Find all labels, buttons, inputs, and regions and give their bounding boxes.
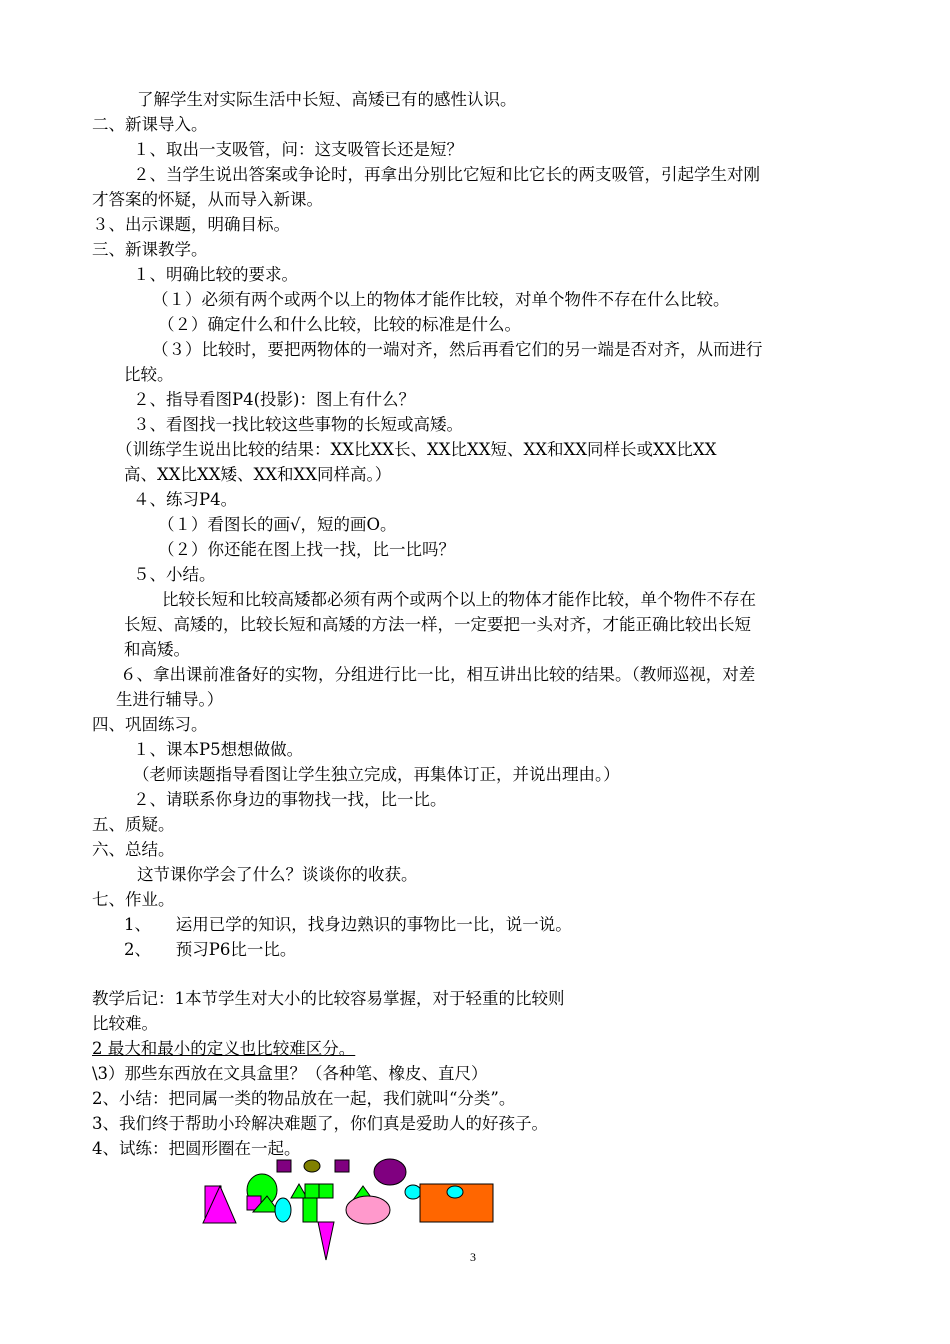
shape-cyan-oval [275,1198,291,1222]
text-line: 2、 预习P6比一比。 [124,940,297,959]
section-heading: 二、新课导入。 [92,115,208,134]
text-line: 才答案的怀疑，从而导入新课。 [92,190,323,209]
text-line: （３）比较时，要把两物体的一端对齐，然后再看它们的另一端是否对齐，从而进行 [152,340,763,359]
text-line: 比较长短和比较高矮都必须有两个或两个以上的物体才能作比较，单个物件不存在 [162,590,756,609]
section-heading: 六、总结。 [92,840,175,859]
section-heading: 四、巩固练习。 [92,715,208,734]
shape-green-square [303,1198,317,1222]
shape-cyan-circle [405,1185,421,1199]
shape-green-square [305,1184,319,1198]
text-line: 这节课你学会了什么？谈谈你的收获。 [137,865,418,884]
text-line: ３、出示课题，明确目标。 [92,215,290,234]
text-line: 1、 运用已学的知识，找身边熟识的事物比一比，说一说。 [124,915,572,934]
text-line: （训练学生说出比较的结果：XX比XX长、XX比XX短、XX和XX同样长或XX比XX [116,440,717,459]
text-line: 比较难。 [92,1014,158,1033]
text-line: １、课本P5想想做做。 [133,740,304,759]
text-line: ２、请联系你身边的事物找一找，比一比。 [133,790,447,809]
text-line: 4、试练：把圆形圈在一起。 [92,1139,301,1158]
text-line: （２）你还能在图上找一找，比一比吗？ [158,540,455,559]
text-line: 教学后记：1本节学生对大小的比较容易掌握，对于轻重的比较则 [92,989,565,1008]
shape-pink-oval [346,1196,390,1224]
section-heading: 五、质疑。 [92,815,175,834]
text-line: １、明确比较的要求。 [133,265,298,284]
shape-green-square [319,1184,333,1198]
text-line: 和高矮。 [124,640,190,659]
text-line: （２）确定什么和什么比较，比较的标准是什么。 [158,315,521,334]
text-line: １、取出一支吸管，问：这支吸管长还是短？ [133,140,463,159]
text-line: 高、XX比XX矮、XX和XX同样高。） [124,465,392,484]
shape-small-purple-square [335,1160,349,1172]
shape-magenta-inverted-triangle [318,1222,334,1260]
shape-cyan-circle [447,1186,463,1198]
text-line: 了解学生对实际生活中长短、高矮已有的感性认识。 [137,90,517,109]
text-line: ２、当学生说出答案或争论时，再拿出分别比它短和比它长的两支吸管，引起学生对刚 [133,165,760,184]
text-line: ２、指导看图P4(投影)：图上有什么？ [133,390,415,409]
section-heading: 七、作业。 [92,890,175,909]
shape-purple-circle [374,1159,406,1185]
shapes-exercise-figure [195,1150,500,1270]
text-line: 长短、高矮的，比较长短和高矮的方法一样，一定要把一头对齐，才能正确比较出长短 [124,615,751,634]
page-number: 3 [470,1250,476,1264]
section-heading: 三、新课教学。 [92,240,208,259]
shape-small-purple-square [277,1160,291,1172]
text-line: \3）那些东西放在文具盒里？（各种笔、橡皮、直尺） [92,1064,488,1083]
text-line: 2、小结：把同属一类的物品放在一起，我们就叫“分类”。 [92,1089,516,1108]
text-line: 3、我们终于帮助小玲解决难题了，你们真是爱助人的好孩子。 [92,1114,548,1133]
text-line: （１）必须有两个或两个以上的物体才能作比较，对单个物件不存在什么比较。 [152,290,730,309]
text-line: 生进行辅导。） [116,690,224,709]
text-line: 2 最大和最小的定义也比较难区分。 [92,1039,356,1058]
text-line: 比较。 [124,365,174,384]
shape-olive-oval [304,1160,320,1172]
text-line: ３、看图找一找比较这些事物的长短或高矮。 [133,415,463,434]
text-line: （１）看图长的画√，短的画O。 [158,515,397,534]
text-line: （老师读题指导看图让学生独立完成，再集体订正，并说出理由。） [133,765,620,784]
text-line: ４、练习P4。 [133,490,238,509]
text-line: ６、拿出课前准备好的实物，分组进行比一比，相互讲出比较的结果。（教师巡视，对差 [120,665,756,684]
text-line: ５、小结。 [133,565,216,584]
